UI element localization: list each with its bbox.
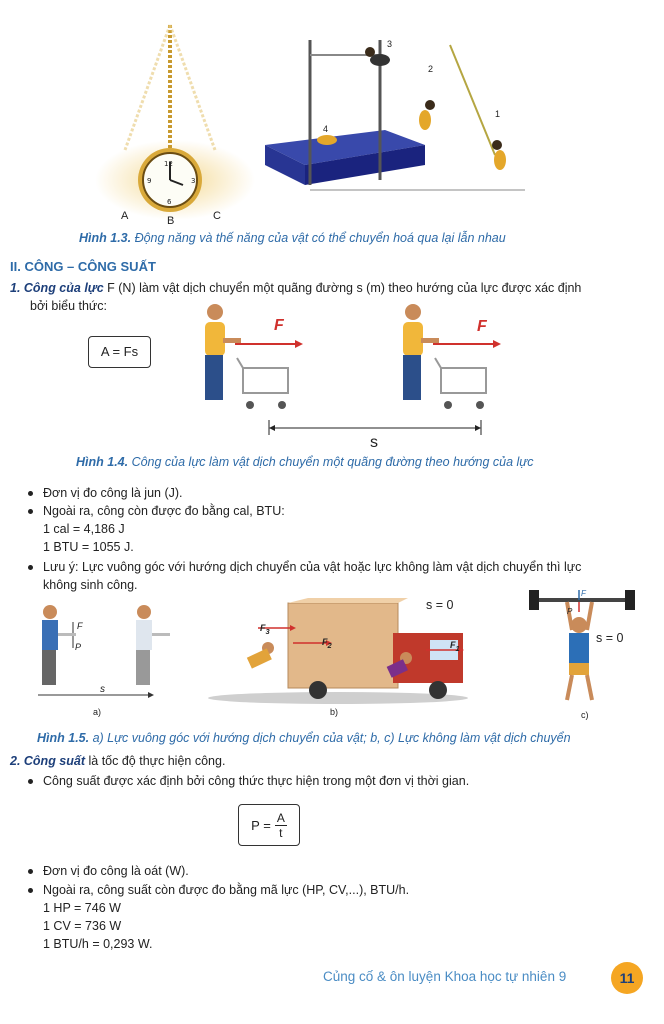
power-formula-fraction — [275, 811, 287, 840]
work-formula: A = Fs — [88, 336, 151, 368]
bullet-text: Đơn vị đo công là oát (W). — [43, 864, 189, 878]
conversion-hp: 1 HP = 746 W — [43, 901, 121, 915]
bullet-note — [28, 558, 658, 576]
bullet-text: Lưu ý: Lực vuông góc với hướng dịch chuyển của vật hoặc lực không làm vật dịch chuyển thì lực — [43, 560, 582, 574]
bullet-icon — [28, 888, 33, 893]
caption-text: Công của lực làm vật dịch chuyển một quãng đường theo hướng của lực — [128, 455, 534, 469]
work-definition-text: F (N) làm vật dịch chuyển một quãng đường s (m) theo hướng của lực được xác định — [103, 281, 582, 295]
bullet-power-formula — [28, 772, 469, 790]
bullet-text: Đơn vị đo công là jun (J). — [43, 486, 183, 500]
fig15b-f1-label — [450, 640, 460, 653]
label-1: 1 — [495, 109, 501, 119]
caption-number: Hình 1.3. — [79, 231, 132, 245]
power-definition-label: 2. Công suất — [10, 754, 86, 768]
conversion-cal: 1 cal = 4,186 J — [43, 522, 125, 536]
caption-number: Hình 1.4. — [76, 455, 129, 469]
section-title: II. CÔNG – CÔNG SUẤT — [10, 259, 156, 274]
distance-label: s — [370, 434, 378, 451]
fig15c-f-label: F — [581, 589, 586, 598]
caption-number: Hình 1.5. — [37, 731, 90, 745]
svg-text:12: 12 — [164, 160, 173, 168]
power-formula-lhs: P = — [251, 817, 271, 833]
power-formula-numerator: A — [276, 810, 285, 825]
figure-1-4-caption — [76, 455, 533, 469]
figure-1-5-caption — [37, 731, 571, 745]
subfigure-c-label: c) — [581, 710, 589, 720]
work-definition-cont: bởi biểu thức: — [30, 299, 108, 313]
label-4: 4 — [323, 124, 329, 134]
fig15b-f3-label — [260, 623, 270, 636]
label-c: C — [213, 210, 221, 222]
power-formula — [238, 804, 300, 846]
fig15a-p-label: P — [75, 642, 82, 652]
footer-book-title: Củng cố & ôn luyện Khoa học tự nhiên 9 — [323, 969, 567, 984]
fig15c-s0-label: s = 0 — [596, 631, 624, 645]
force-label-2: F — [477, 318, 487, 335]
bullet-icon — [28, 565, 33, 570]
bullet-text: Ngoài ra, công suất còn được đo bằng mã lực (HP, CV,...), BTU/h. — [43, 883, 410, 897]
conversion-cv: 1 CV = 736 W — [43, 919, 122, 933]
bullet-power-unit — [28, 862, 189, 880]
power-definition-text: là tốc độ thực hiện công. — [85, 754, 226, 768]
power-definition — [10, 752, 225, 770]
fig15a-s-label: s — [100, 684, 105, 695]
caption-text: Động năng và thế năng của vật có thể chuyển hoá qua lại lẫn nhau — [131, 231, 506, 245]
conversion-btuh: 1 BTU/h = 0,293 W. — [43, 937, 153, 951]
f2-subscript: 2 — [327, 640, 332, 650]
shopping-cart-icon-1 — [237, 358, 288, 409]
subfigure-a-label: a) — [93, 707, 102, 717]
fig15b-s0-label: s = 0 — [426, 598, 454, 612]
conversion-btu: 1 BTU = 1055 J. — [43, 540, 134, 554]
figure-1-5b-illustration — [208, 598, 470, 708]
work-definition-label: 1. Công của lực — [10, 281, 104, 295]
figure-1-3-caption — [79, 231, 506, 245]
bullet-other-units — [28, 502, 285, 520]
svg-text:6: 6 — [167, 198, 172, 206]
bullet-unit-work — [28, 484, 183, 502]
bullet-text: Ngoài ra, công còn được đo bằng cal, BTU: — [43, 504, 285, 518]
f1-subscript: 1 — [455, 643, 460, 653]
figure-1-5c-illustration — [527, 590, 637, 710]
fig15c-p-label: P — [567, 607, 573, 616]
bullet-text: Công suất được xác định bởi công thức thực hiện trong một đơn vị thời gian. — [43, 774, 470, 788]
label-3: 3 — [387, 39, 393, 49]
fig15a-f-label: F — [77, 621, 83, 631]
figure-1-3 — [95, 20, 655, 225]
bullet-icon — [28, 779, 33, 784]
power-formula-denominator: t — [279, 825, 283, 840]
label-b: B — [167, 215, 175, 227]
pendulum-clock-illustration — [95, 20, 265, 225]
caption-text: a) Lực vuông góc với hướng dịch chuyển của vật; b, c) Lực không làm vật dịch chuyển — [89, 731, 571, 745]
svg-text:3: 3 — [191, 177, 196, 185]
svg-text:9: 9 — [147, 177, 152, 185]
bullet-icon — [28, 491, 33, 496]
shopping-cart-icon-2 — [435, 358, 486, 409]
f3-symbol: F — [260, 623, 266, 633]
f3-subscript: 3 — [265, 626, 270, 636]
pole-vault-illustration — [265, 35, 545, 210]
bullet-icon — [28, 869, 33, 874]
fig15b-f2-label — [322, 637, 332, 650]
label-2: 2 — [428, 64, 434, 74]
work-definition — [10, 279, 650, 297]
label-a: A — [121, 210, 129, 222]
bullet-note-cont: không sinh công. — [43, 578, 138, 592]
f2-symbol: F — [322, 637, 328, 647]
bullet-power-other-units — [28, 881, 409, 899]
subfigure-b-label: b) — [330, 707, 339, 717]
bullet-icon — [28, 509, 33, 514]
page-number-badge: 11 — [611, 962, 643, 994]
f1-symbol: F — [450, 640, 456, 650]
figure-1-4-illustration — [185, 300, 505, 450]
force-label-1: F — [274, 317, 284, 334]
